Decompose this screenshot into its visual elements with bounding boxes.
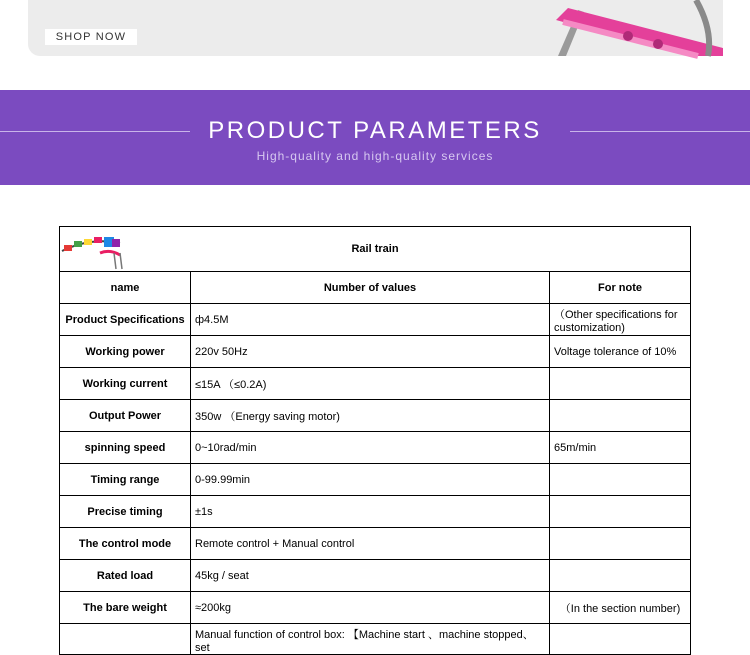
row-note [550,560,691,592]
table-row [60,592,691,624]
row-name: The control mode [60,528,191,560]
row-note: （Other specifications for customization) [550,304,691,336]
row-name: The bare weight [60,592,191,624]
row-name: Rated load [60,560,191,592]
row-name [60,624,191,655]
row-note [550,528,691,560]
row-value: 350w （Energy saving motor) [191,400,550,432]
table-row [60,560,691,592]
row-name: Working current [60,368,191,400]
table-title-cell [60,227,691,272]
row-value: ±1s [191,496,550,528]
row-value: ≈200kg [191,592,550,624]
table-row [60,368,691,400]
row-value: ф4.5M [191,304,550,336]
parameters-header [0,90,750,185]
row-name: Working power [60,336,191,368]
row-note [550,496,691,528]
row-note [550,464,691,496]
row-value: ≤15A （≤0.2A) [191,368,550,400]
product-thumbnail [60,229,124,269]
header-name: name [60,272,191,304]
row-name: Output Power [60,400,191,432]
section-subtitle: High-quality and high-quality services [256,149,494,163]
top-banner [28,0,723,56]
row-name: spinning speed [60,432,191,464]
table-row [60,624,691,655]
spec-table [59,226,691,655]
row-note: Voltage tolerance of 10% [550,336,691,368]
row-note [550,400,691,432]
row-value: Remote control + Manual control [191,528,550,560]
table-row [60,528,691,560]
row-name: Product Specifications [60,304,191,336]
product-image [548,0,723,56]
row-value: 220v 50Hz [191,336,550,368]
table-row [60,464,691,496]
table-row [60,336,691,368]
row-note [550,624,691,655]
row-name: Timing range [60,464,191,496]
table-title: Rail train [351,243,399,255]
row-note: （In the section number) [550,592,691,624]
row-value: 45kg / seat [191,560,550,592]
header-value: Number of values [191,272,550,304]
table-row [60,496,691,528]
row-note: 65m/min [550,432,691,464]
table-row [60,304,691,336]
row-note [550,368,691,400]
row-value: Manual function of control box: 【Machine start 、machine stopped、set [191,624,550,655]
row-value: 0~10rad/min [191,432,550,464]
shop-now-button[interactable]: SHOP NOW [45,29,137,45]
table-row [60,432,691,464]
row-name: Precise timing [60,496,191,528]
table-row [60,400,691,432]
header-note: For note [550,272,691,304]
row-value: 0-99.99min [191,464,550,496]
section-title: PRODUCT PARAMETERS [208,117,542,144]
